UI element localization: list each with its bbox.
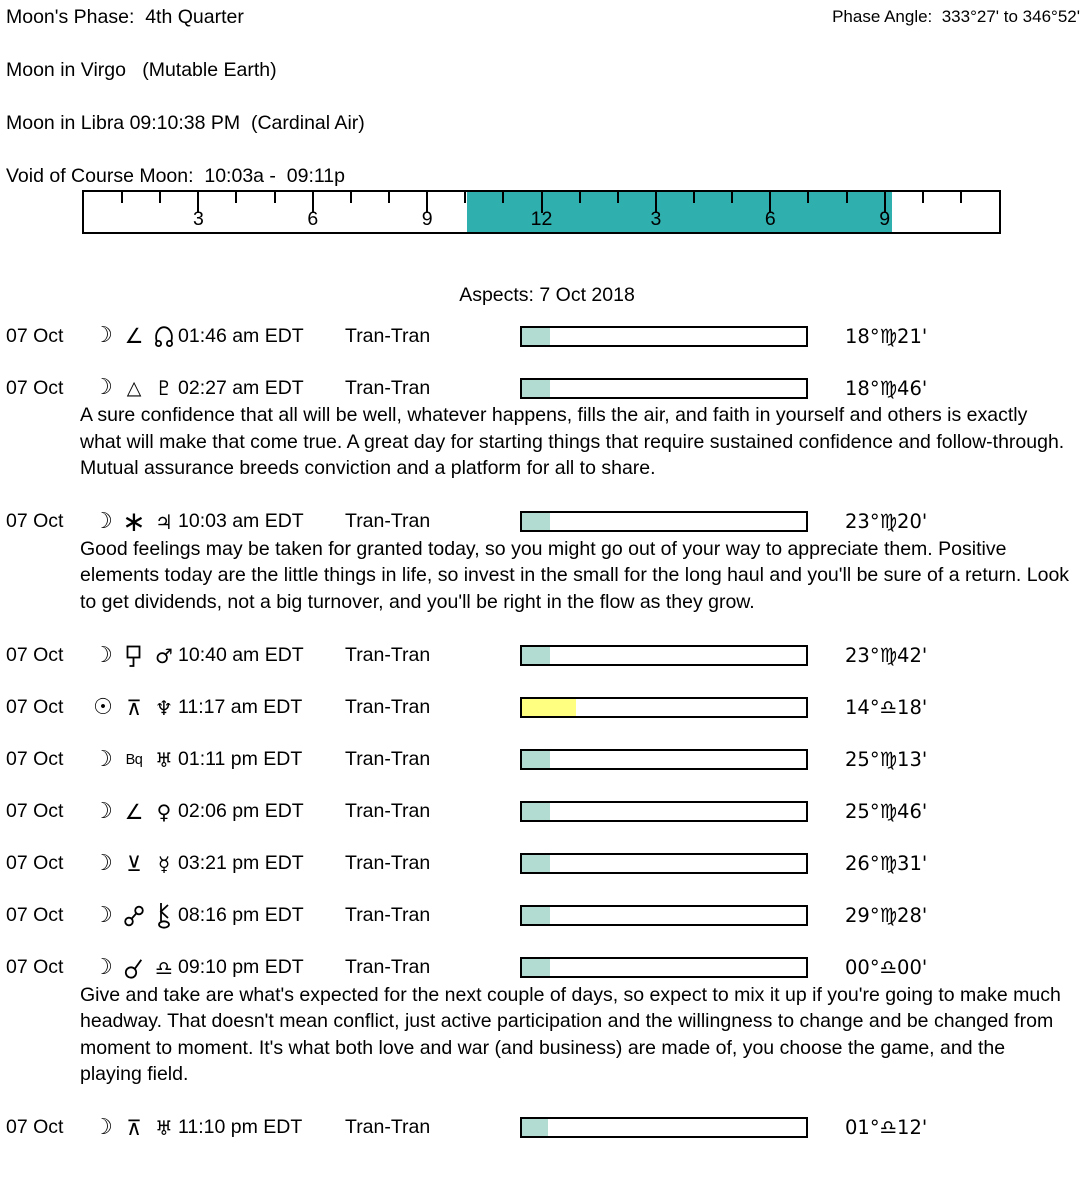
hour-tick [388, 192, 390, 203]
aspect-type: Tran-Tran [345, 376, 431, 399]
hour-tick [846, 192, 848, 203]
mercury-icon: ☿ [157, 851, 171, 876]
orb-progress-bar [520, 749, 808, 770]
aspect-position: 23°♍42' [845, 644, 928, 668]
sextile-icon: ∗ [122, 504, 146, 538]
hour-label: 6 [307, 208, 319, 230]
aspect-time: 02:27 am EDT [178, 376, 304, 399]
semisquare-icon: ∠ [124, 799, 144, 824]
aspect-type: Tran-Tran [345, 644, 431, 667]
libra-icon: ♎ [155, 955, 173, 980]
trine-icon: △ [126, 377, 142, 399]
orb-progress-fill [522, 907, 550, 924]
orb-progress-bar [520, 853, 808, 874]
hour-label: 9 [879, 208, 891, 230]
hour-tick [235, 192, 237, 203]
aspect-row [6, 852, 1088, 876]
aspect-date: 07 Oct [6, 696, 64, 719]
moon-phase-line: Moon's Phase: 4th Quarter [6, 6, 244, 28]
aspect-date: 07 Oct [6, 852, 64, 875]
aspect-row [6, 324, 1088, 348]
north-node-icon [150, 323, 178, 350]
aspect-time: 11:10 pm EDT [178, 1116, 303, 1139]
chiron-icon [150, 902, 178, 929]
aspect-date: 07 Oct [6, 956, 64, 979]
phase-angle-text: Phase Angle: 333°27' to 346°52' [832, 7, 1080, 26]
conjunction-icon [118, 954, 150, 981]
top-line [6, 6, 1088, 28]
aspect-row [6, 1116, 1088, 1140]
orb-progress-bar [520, 957, 808, 978]
aspect-position: 25°♍13' [845, 748, 928, 772]
aspect-row [6, 696, 1088, 720]
aspect-type: Tran-Tran [345, 748, 431, 771]
orb-progress-fill [522, 513, 550, 530]
orb-progress-bar [520, 326, 808, 347]
semisextile-icon: ⊻ [126, 851, 142, 876]
uranus-icon: ♅ [155, 747, 173, 772]
hour-tick [274, 192, 276, 203]
aspect-type: Tran-Tran [345, 904, 431, 927]
orb-progress-bar [520, 697, 808, 718]
hour-label: 6 [764, 208, 776, 230]
aspect-row [6, 800, 1088, 824]
moon-icon: ☽ [93, 323, 113, 348]
hour-tick [922, 192, 924, 203]
quincunx-icon: ⊼ [126, 1115, 142, 1140]
moon-icon: ☽ [93, 902, 113, 928]
aspect-type: Tran-Tran [345, 800, 431, 823]
aspect-position: 01°♎12' [845, 1116, 928, 1140]
orb-progress-bar [520, 801, 808, 822]
aspect-time: 10:03 am EDT [178, 510, 304, 533]
hour-tick [502, 192, 504, 203]
orb-progress-bar [520, 905, 808, 926]
aspect-type: Tran-Tran [345, 696, 431, 719]
aspect-position: 29°♍28' [845, 904, 928, 928]
aspect-position: 00°♎00' [845, 956, 928, 980]
void-of-course-line: Void of Course Moon: 10:03a - 09:11p [6, 165, 345, 187]
aspect-type: Tran-Tran [345, 1116, 431, 1139]
aspects-title: Aspects: 7 Oct 2018 [459, 284, 635, 306]
hour-label: 3 [192, 208, 204, 230]
orb-progress-bar [520, 378, 808, 399]
aspect-date: 07 Oct [6, 376, 64, 399]
biquintile-label: Bq [125, 751, 143, 768]
hour-tick [121, 192, 123, 203]
moon-icon: ☽ [93, 1114, 113, 1140]
mars-icon: ♂ [155, 643, 173, 668]
aspect-date: 07 Oct [6, 644, 64, 667]
aspect-date: 07 Oct [6, 748, 64, 771]
orb-progress-fill [522, 855, 550, 872]
aspect-type: Tran-Tran [345, 324, 431, 347]
orb-progress-bar [520, 645, 808, 666]
aspect-row [6, 644, 1088, 668]
hour-tick [350, 192, 352, 203]
orb-progress-fill [522, 380, 550, 397]
hour-label: 12 [530, 208, 553, 230]
aspect-time: 01:46 am EDT [178, 324, 304, 347]
aspect-position: 26°♍31' [845, 852, 928, 876]
orb-progress-fill [522, 647, 550, 664]
aspect-time: 11:17 am EDT [178, 696, 303, 719]
aspect-time: 08:16 pm EDT [178, 904, 304, 927]
aspect-note: Good feelings may be taken for granted today, so you might go out of your way to appreciate them. Positive elements today are the little things in life, so invest in the small for the long haul and you'll be sure of a return. Look to get dividends, not a big turnover, and you'll be right in the flow as they grow. [80, 537, 1070, 613]
aspect-date: 07 Oct [6, 904, 64, 927]
moon-icon: ☽ [93, 954, 113, 980]
aspect-date: 07 Oct [6, 510, 64, 533]
hour-tick [807, 192, 809, 203]
aspect-note: Give and take are what's expected for the next couple of days, so expect to mix it up if you're going to make much headway. That doesn't mean conflict, just active participation and the willingness to change and be changed from moment to moment. It's what both love and war (and business) are made of, you choose the game, and the playing field. [80, 983, 1061, 1086]
orb-progress-bar [520, 1117, 808, 1138]
orb-progress-bar [520, 511, 808, 532]
jupiter-icon: ♃ [155, 509, 173, 534]
aspect-row [6, 904, 1088, 928]
aspect-position: 14°♎18' [845, 696, 928, 720]
moon-in-virgo-line: Moon in Virgo (Mutable Earth) [6, 59, 277, 81]
orb-progress-fill [522, 328, 550, 345]
opposition-icon [118, 902, 150, 929]
aspect-position: 18°♍46' [845, 376, 928, 400]
uranus-icon: ♅ [155, 1115, 173, 1140]
venus-icon: ♀ [156, 799, 172, 824]
aspect-note: A sure confidence that all will be well, whatever happens, fills the air, and faith in yourself and others is exactly what will make that come true. A great day for starting things that require sustained confidence and follow-through. Mutual assurance breeds conviction and a platform for all to share. [80, 404, 1065, 480]
hour-tick [579, 192, 581, 203]
hour-tick [159, 192, 161, 203]
aspect-position: 23°♍20' [845, 510, 928, 534]
aspect-date: 07 Oct [6, 1116, 64, 1139]
moon-in-libra-line: Moon in Libra 09:10:38 PM (Cardinal Air) [6, 112, 365, 134]
orb-progress-fill [522, 699, 576, 716]
orb-progress-fill [522, 1119, 548, 1136]
semisquare-icon: ∠ [124, 324, 144, 348]
aspect-time: 09:10 pm EDT [178, 956, 304, 979]
aspect-row [6, 748, 1088, 772]
moon-icon: ☽ [93, 850, 113, 876]
orb-progress-fill [522, 803, 550, 820]
hour-label: 3 [650, 208, 662, 230]
aspect-type: Tran-Tran [345, 510, 431, 533]
hour-tick [617, 192, 619, 203]
quincunx-icon: ⊼ [126, 695, 142, 720]
sun-icon: ☉ [93, 694, 113, 720]
aspect-time: 01:11 pm EDT [178, 748, 303, 771]
aspects-list [6, 324, 1088, 1140]
orb-progress-fill [522, 751, 550, 768]
moon-icon: ☽ [93, 508, 113, 534]
aspect-time: 10:40 am EDT [178, 644, 304, 667]
aspect-row [6, 956, 1088, 980]
sesquiquadrate-icon [118, 642, 150, 669]
aspect-position: 25°♍46' [845, 800, 928, 824]
aspect-date: 07 Oct [6, 324, 64, 347]
orb-progress-fill [522, 959, 550, 976]
aspect-time: 03:21 pm EDT [178, 852, 304, 875]
aspect-type: Tran-Tran [345, 956, 431, 979]
moon-icon: ☽ [93, 798, 113, 824]
aspect-type: Tran-Tran [345, 852, 431, 875]
moon-icon: ☽ [93, 375, 113, 400]
aspect-row [6, 504, 1088, 538]
neptune-icon: ♆ [155, 695, 173, 720]
aspect-row [6, 376, 1088, 400]
hour-tick [960, 192, 962, 203]
moon-icon: ☽ [93, 642, 113, 668]
aspect-position: 18°♍21' [845, 324, 928, 348]
void-of-course-timeline [82, 190, 1001, 234]
hour-tick [693, 192, 695, 203]
aspect-date: 07 Oct [6, 800, 64, 823]
hour-tick [731, 192, 733, 203]
aspect-time: 02:06 pm EDT [178, 800, 304, 823]
moon-icon: ☽ [93, 746, 113, 772]
hour-tick [464, 192, 466, 203]
pluto-icon: ♇ [155, 376, 173, 400]
hour-label: 9 [421, 208, 433, 230]
